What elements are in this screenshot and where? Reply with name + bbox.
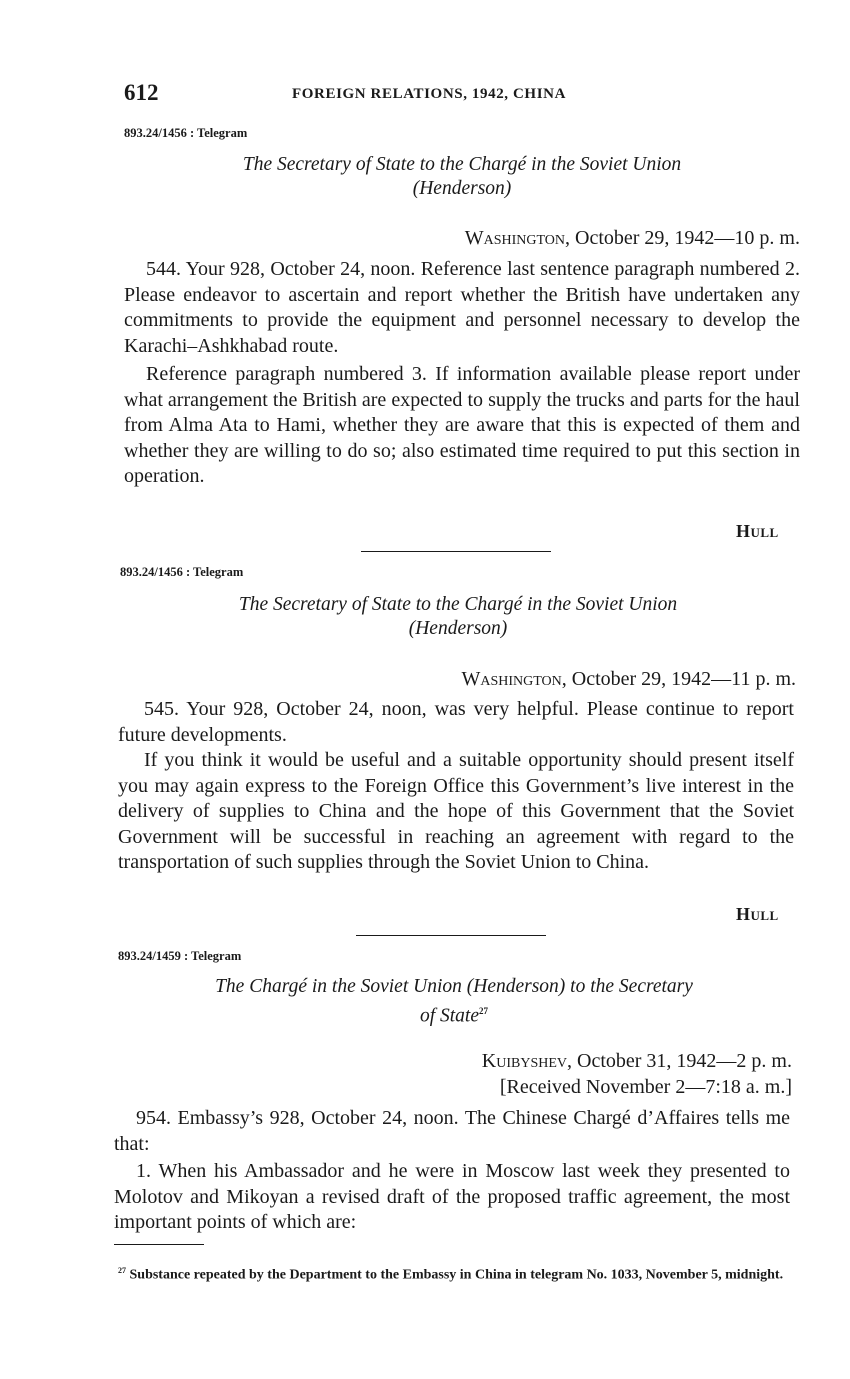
file-reference-3: 893.24/1459 : Telegram [118,949,242,963]
title-line: The Secretary of State to the Chargé in the Soviet Union [242,154,682,175]
dateline-date: , October 31, 1942—2 p. m. [567,1050,792,1072]
dateline-place: Kuibyshev [481,1050,568,1072]
dateline-place: Washington [461,668,562,690]
footnote-rule [114,1244,204,1245]
paragraph: Reference paragraph numbered 3. If information available please report under what arrangement the British are expected to supply the trucks and parts for the haul from Alma Ata to Hami, whether they are aware that this is expected of them and whether they are willing to do so; also estimated time required to put this section in operation. [124,363,800,488]
paragraph: If you think it would be useful and a suitable opportunity should present itself you may again express to the Foreign Office this Government’s live interest in the delivery of supplies to China and the hope of this Government that the Soviet Government will be successful in reaching an agreement with regard to the transportation of such supplies through the Soviet Union to China. [118,749,794,874]
dateline-place: Washington [464,227,566,249]
footnote-text: Substance repeated by the Department to the Embassy in China in telegram No. 1033, November 5, midnight. [129,1267,784,1283]
signature-2: Hull [736,904,779,924]
footnote-reference: 27 [479,1006,489,1016]
title-text: of State [419,1005,480,1027]
dateline-3 [116,1049,792,1074]
signature-1: Hull [736,521,779,541]
document-title-2 [120,593,796,641]
paragraph: 954. Embassy’s 928, October 24, noon. The Chinese Chargé d’Affaires tells me that: [114,1107,790,1155]
footnote-mark: 27 [118,1266,126,1275]
file-reference-2: 893.24/1456 : Telegram [120,565,244,579]
title-line: The Secretary of State to the Chargé in the Soviet Union [238,594,678,615]
dateline-date: , October 29, 1942—11 p. m. [561,668,796,690]
document-title-1 [124,153,800,201]
section-divider [361,551,551,552]
title-line [116,999,792,1029]
dateline-date: , October 29, 1942—10 p. m. [565,227,800,249]
received-note: [Received November 2—7:18 a. m.] [499,1076,792,1098]
footnote [112,1262,788,1284]
section-divider [356,935,546,936]
page-number: 612 [124,80,159,105]
dateline-2 [120,667,796,692]
dateline-1 [124,226,800,251]
title-line: The Chargé in the Soviet Union (Henderson) to the Secretary [215,976,693,997]
paragraph: 1. When his Ambassador and he were in Moscow last week they presented to Molotov and Mikoyan a revised draft of the proposed traffic agreement, the most important points of which are: [114,1160,790,1234]
paragraph: 545. Your 928, October 24, noon, was very helpful. Please continue to report future developments. [118,698,794,746]
document-title-3 [116,975,792,1029]
title-line: (Henderson) [408,618,508,639]
title-line: (Henderson) [412,178,512,199]
file-reference-1: 893.24/1456 : Telegram [124,126,248,140]
paragraph: 544. Your 928, October 24, noon. Reference last sentence paragraph numbered 2. Please endeavor to ascertain and report whether the British have undertaken any commitments to provide the equipment and personnel necessary to develop the Karachi–Ashkhabad route. [124,258,800,357]
page-header [124,80,796,108]
running-head: FOREIGN RELATIONS, 1942, CHINA [292,86,567,102]
